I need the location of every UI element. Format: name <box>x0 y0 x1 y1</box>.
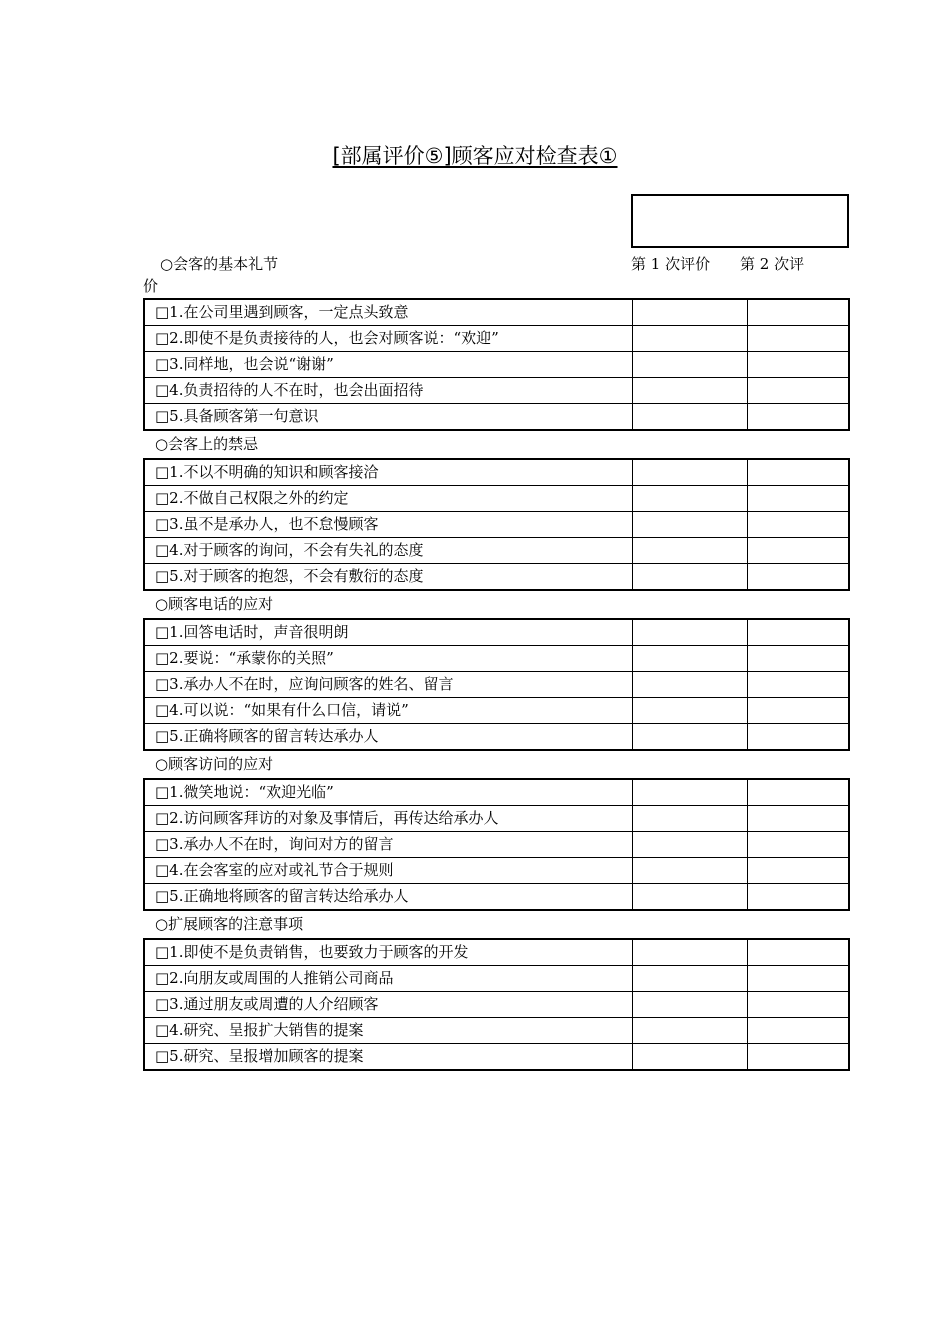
second-evaluation-cell[interactable] <box>747 326 849 352</box>
checklist-item[interactable]: □5.具备顾客第一句意识 <box>144 404 632 431</box>
second-evaluation-header: 第 2 次评 <box>740 255 805 273</box>
first-evaluation-cell[interactable] <box>632 858 747 884</box>
second-evaluation-header-wrap: 价 <box>143 277 159 295</box>
second-evaluation-cell[interactable] <box>747 806 849 832</box>
checklist-item[interactable]: □1.微笑地说：“欢迎光临” <box>144 779 632 806</box>
second-evaluation-cell[interactable] <box>747 939 849 966</box>
checklist-item[interactable]: □3.通过朋友或周遭的人介绍顾客 <box>144 992 632 1018</box>
table-row <box>144 779 849 806</box>
table-row <box>144 326 849 352</box>
checklist-item[interactable]: □4.在会客室的应对或礼节合于规则 <box>144 858 632 884</box>
section-label: ○顾客访问的应对 <box>155 755 274 773</box>
second-evaluation-cell[interactable] <box>747 564 849 591</box>
table-row <box>144 939 849 966</box>
first-evaluation-cell[interactable] <box>632 884 747 911</box>
table-row <box>144 646 849 672</box>
first-evaluation-cell[interactable] <box>632 326 747 352</box>
first-evaluation-cell[interactable] <box>632 672 747 698</box>
column-header-row <box>143 253 848 275</box>
second-evaluation-cell[interactable] <box>747 459 849 486</box>
first-evaluation-cell[interactable] <box>632 404 747 431</box>
checklist-item[interactable]: □4.可以说：“如果有什么口信，请说” <box>144 698 632 724</box>
table-row <box>144 884 849 911</box>
checklist-item[interactable]: □5.对于顾客的抱怨，不会有敷衍的态度 <box>144 564 632 591</box>
first-evaluation-cell[interactable] <box>632 378 747 404</box>
second-evaluation-cell[interactable] <box>747 538 849 564</box>
second-evaluation-cell[interactable] <box>747 698 849 724</box>
table-row <box>144 486 849 512</box>
first-evaluation-cell[interactable] <box>632 1018 747 1044</box>
table-row <box>144 832 849 858</box>
second-evaluation-cell[interactable] <box>747 672 849 698</box>
table-row <box>144 378 849 404</box>
second-evaluation-cell[interactable] <box>747 779 849 806</box>
first-evaluation-cell[interactable] <box>632 619 747 646</box>
second-evaluation-cell[interactable] <box>747 884 849 911</box>
first-evaluation-cell[interactable] <box>632 698 747 724</box>
section-label: ○扩展顾客的注意事项 <box>155 915 304 933</box>
first-evaluation-cell[interactable] <box>632 459 747 486</box>
second-evaluation-cell[interactable] <box>747 832 849 858</box>
checklist-sections <box>143 298 848 1071</box>
table-row <box>144 564 849 591</box>
second-evaluation-cell[interactable] <box>747 992 849 1018</box>
table-row <box>144 698 849 724</box>
first-evaluation-cell[interactable] <box>632 992 747 1018</box>
table-row <box>144 858 849 884</box>
first-evaluation-cell[interactable] <box>632 1044 747 1071</box>
first-evaluation-cell[interactable] <box>632 779 747 806</box>
table-row <box>144 404 849 431</box>
table-row <box>144 1044 849 1071</box>
checklist-item[interactable]: □4.研究、呈报扩大销售的提案 <box>144 1018 632 1044</box>
checklist-item[interactable]: □5.正确将顾客的留言转达承办人 <box>144 724 632 751</box>
checklist-item[interactable]: □2.即使不是负责接待的人，也会对顾客说：“欢迎” <box>144 326 632 352</box>
table-row <box>144 352 849 378</box>
checklist-item[interactable]: □4.对于顾客的询问，不会有失礼的态度 <box>144 538 632 564</box>
first-evaluation-cell[interactable] <box>632 538 747 564</box>
second-evaluation-cell[interactable] <box>747 378 849 404</box>
checklist-item[interactable]: □3.承办人不在时，应询问顾客的姓名、留言 <box>144 672 632 698</box>
first-evaluation-cell[interactable] <box>632 966 747 992</box>
table-row <box>144 512 849 538</box>
section-label: ○会客上的禁忌 <box>155 435 259 453</box>
first-evaluation-cell[interactable] <box>632 832 747 858</box>
checklist-item[interactable]: □2.不做自己权限之外的约定 <box>144 486 632 512</box>
table-row <box>144 966 849 992</box>
first-evaluation-cell[interactable] <box>632 352 747 378</box>
second-evaluation-cell[interactable] <box>747 646 849 672</box>
table-row <box>144 992 849 1018</box>
score-summary-box[interactable] <box>631 194 849 248</box>
checklist-item[interactable]: □2.访问顾客拜访的对象及事情后，再传达给承办人 <box>144 806 632 832</box>
checklist-item[interactable]: □1.在公司里遇到顾客，一定点头致意 <box>144 299 632 326</box>
second-evaluation-cell[interactable] <box>747 352 849 378</box>
checklist-item[interactable]: □2.向朋友或周围的人推销公司商品 <box>144 966 632 992</box>
second-evaluation-cell[interactable] <box>747 1044 849 1071</box>
checklist-item[interactable]: □5.正确地将顾客的留言转达给承办人 <box>144 884 632 911</box>
first-evaluation-cell[interactable] <box>632 646 747 672</box>
table-row <box>144 806 849 832</box>
section-label: ○顾客电话的应对 <box>155 595 274 613</box>
first-evaluation-cell[interactable] <box>632 512 747 538</box>
table-row <box>144 538 849 564</box>
second-evaluation-cell[interactable] <box>747 512 849 538</box>
second-evaluation-cell[interactable] <box>747 619 849 646</box>
first-evaluation-cell[interactable] <box>632 299 747 326</box>
first-evaluation-cell[interactable] <box>632 486 747 512</box>
table-row <box>144 299 849 326</box>
checklist-table <box>143 458 850 591</box>
first-evaluation-cell[interactable] <box>632 724 747 751</box>
second-evaluation-cell[interactable] <box>747 966 849 992</box>
checklist-item[interactable]: □2.要说：“承蒙你的关照” <box>144 646 632 672</box>
first-evaluation-cell[interactable] <box>632 564 747 591</box>
second-evaluation-cell[interactable] <box>747 404 849 431</box>
checklist-item[interactable]: □1.不以不明确的知识和顾客接洽 <box>144 459 632 486</box>
first-evaluation-cell[interactable] <box>632 806 747 832</box>
checklist-item[interactable]: □3.虽不是承办人，也不怠慢顾客 <box>144 512 632 538</box>
checklist-table <box>143 778 850 911</box>
checklist-item[interactable]: □4.负责招待的人不在时，也会出面招待 <box>144 378 632 404</box>
checklist-table <box>143 938 850 1071</box>
checklist-item[interactable]: □5.研究、呈报增加顾客的提案 <box>144 1044 632 1071</box>
page-title: [部属评价⑤]顾客应对检查表① <box>332 144 618 168</box>
first-evaluation-cell[interactable] <box>632 939 747 966</box>
table-row <box>144 724 849 751</box>
checklist-item[interactable]: □3.承办人不在时，询问对方的留言 <box>144 832 632 858</box>
section-label: ○会客的基本礼节 <box>160 255 279 273</box>
second-evaluation-cell[interactable] <box>747 724 849 751</box>
table-row <box>144 1018 849 1044</box>
first-evaluation-header: 第 1 次评价 <box>631 255 711 273</box>
checklist-item[interactable]: □1.回答电话时，声音很明朗 <box>144 619 632 646</box>
second-evaluation-cell[interactable] <box>747 1018 849 1044</box>
second-evaluation-cell[interactable] <box>747 858 849 884</box>
checklist-table <box>143 618 850 751</box>
checklist-item[interactable]: □3.同样地，也会说“谢谢” <box>144 352 632 378</box>
second-evaluation-cell[interactable] <box>747 486 849 512</box>
table-row <box>144 459 849 486</box>
second-evaluation-cell[interactable] <box>747 299 849 326</box>
checklist-item[interactable]: □1.即使不是负责销售，也要致力于顾客的开发 <box>144 939 632 966</box>
table-row <box>144 672 849 698</box>
checklist-table <box>143 298 850 431</box>
table-row <box>144 619 849 646</box>
